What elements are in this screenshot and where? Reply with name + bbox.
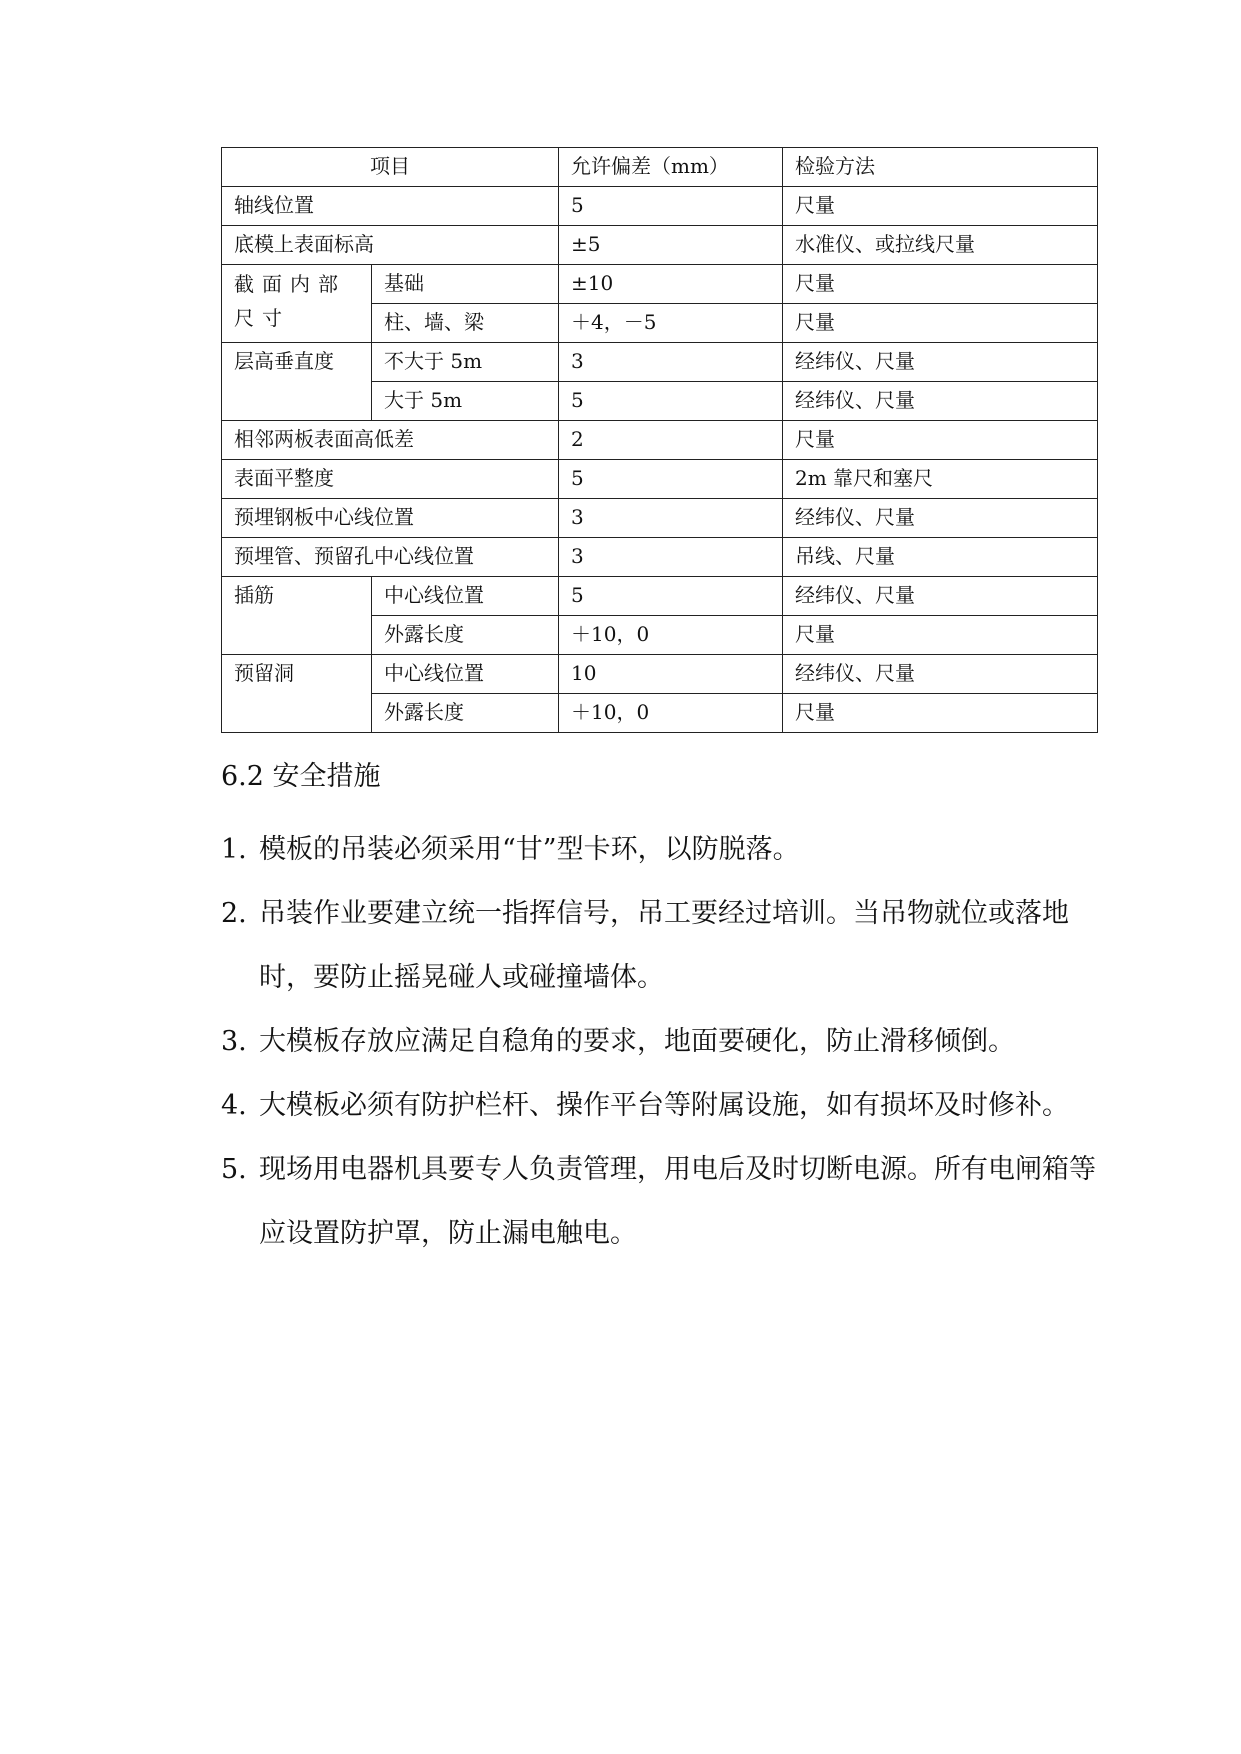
header-item: 项目 [222, 148, 559, 187]
cell-method: 尺量 [783, 616, 1098, 655]
cell-method: 水准仪、或拉线尺量 [783, 226, 1098, 265]
table-row [222, 538, 1098, 577]
table-row [222, 187, 1098, 226]
header-method: 检验方法 [783, 148, 1098, 187]
cell-deviation: 3 [559, 499, 783, 538]
table-row [222, 421, 1098, 460]
cell-deviation: ±5 [559, 226, 783, 265]
cell-method: 尺量 [783, 265, 1098, 304]
cell-sub: 外露长度 [372, 616, 559, 655]
header-deviation: 允许偏差（mm） [559, 148, 783, 187]
cell-item: 预埋管、预留孔中心线位置 [222, 538, 559, 577]
cell-sub: 中心线位置 [372, 655, 559, 694]
cell-deviation: 3 [559, 343, 783, 382]
cell-item: 预埋钢板中心线位置 [222, 499, 559, 538]
cell-deviation: 5 [559, 577, 783, 616]
table-row [222, 265, 1098, 304]
cell-sub: 柱、墙、梁 [372, 304, 559, 343]
cell-method: 尺量 [783, 421, 1098, 460]
cell-deviation: ±10 [559, 265, 783, 304]
cell-group: 层高垂直度 [222, 343, 372, 421]
cell-deviation: 3 [559, 538, 783, 577]
cell-item: 相邻两板表面高低差 [222, 421, 559, 460]
list-item [221, 882, 1121, 1010]
list-item-number: 1. [221, 834, 247, 865]
table-row [222, 655, 1098, 694]
tolerance-table [221, 147, 1098, 733]
list-item-number: 5. [221, 1154, 247, 1185]
cell-sub: 中心线位置 [372, 577, 559, 616]
list-item-text: 模板的吊装必须采用“甘”型卡环，以防脱落。 [259, 834, 800, 865]
cell-item: 轴线位置 [222, 187, 559, 226]
cell-item: 底模上表面标高 [222, 226, 559, 265]
cell-group: 预留洞 [222, 655, 372, 733]
cell-method: 经纬仪、尺量 [783, 577, 1098, 616]
cell-method: 经纬仪、尺量 [783, 499, 1098, 538]
cell-method: 尺量 [783, 694, 1098, 733]
table-row [222, 226, 1098, 265]
list-item-number: 3. [221, 1026, 247, 1057]
list-item [221, 1074, 1121, 1138]
table-header-row [222, 148, 1098, 187]
section-title: 6.2 安全措施 [221, 761, 381, 792]
cell-sub: 大于 5m [372, 382, 559, 421]
cell-deviation: 5 [559, 382, 783, 421]
list-item-text: 吊装作业要建立统一指挥信号，吊工要经过培训。当吊物就位或落地时，要防止摇晃碰人或碰撞墙体。 [259, 898, 1069, 993]
list-item [221, 818, 1121, 882]
cell-deviation: ＋10，0 [559, 616, 783, 655]
list-item-text: 现场用电器机具要专人负责管理，用电后及时切断电源。所有电闸箱等应设置防护罩，防止漏电触电。 [259, 1154, 1096, 1249]
table-row [222, 343, 1098, 382]
list-item-text: 大模板必须有防护栏杆、操作平台等附属设施，如有损坏及时修补。 [259, 1090, 1069, 1121]
cell-method: 尺量 [783, 187, 1098, 226]
list-item-number: 4. [221, 1090, 247, 1121]
cell-deviation: 5 [559, 460, 783, 499]
cell-deviation: ＋10，0 [559, 694, 783, 733]
list-item [221, 1010, 1121, 1074]
cell-sub: 外露长度 [372, 694, 559, 733]
cell-deviation: 2 [559, 421, 783, 460]
cell-deviation: 5 [559, 187, 783, 226]
cell-method: 经纬仪、尺量 [783, 655, 1098, 694]
cell-deviation: 10 [559, 655, 783, 694]
list-item [221, 1138, 1121, 1266]
cell-method: 2m 靠尺和塞尺 [783, 460, 1098, 499]
cell-method: 吊线、尺量 [783, 538, 1098, 577]
safety-measures-list [221, 818, 1121, 1266]
cell-sub: 不大于 5m [372, 343, 559, 382]
cell-sub: 基础 [372, 265, 559, 304]
cell-method: 尺量 [783, 304, 1098, 343]
cell-group: 截面内部尺寸 [222, 265, 372, 343]
list-item-text: 大模板存放应满足自稳角的要求，地面要硬化，防止滑移倾倒。 [259, 1026, 1015, 1057]
list-item-number: 2. [221, 898, 247, 929]
cell-group: 插筋 [222, 577, 372, 655]
cell-method: 经纬仪、尺量 [783, 343, 1098, 382]
table-row [222, 460, 1098, 499]
cell-deviation: ＋4，－5 [559, 304, 783, 343]
table-row [222, 499, 1098, 538]
cell-item: 表面平整度 [222, 460, 559, 499]
cell-method: 经纬仪、尺量 [783, 382, 1098, 421]
table-row [222, 577, 1098, 616]
